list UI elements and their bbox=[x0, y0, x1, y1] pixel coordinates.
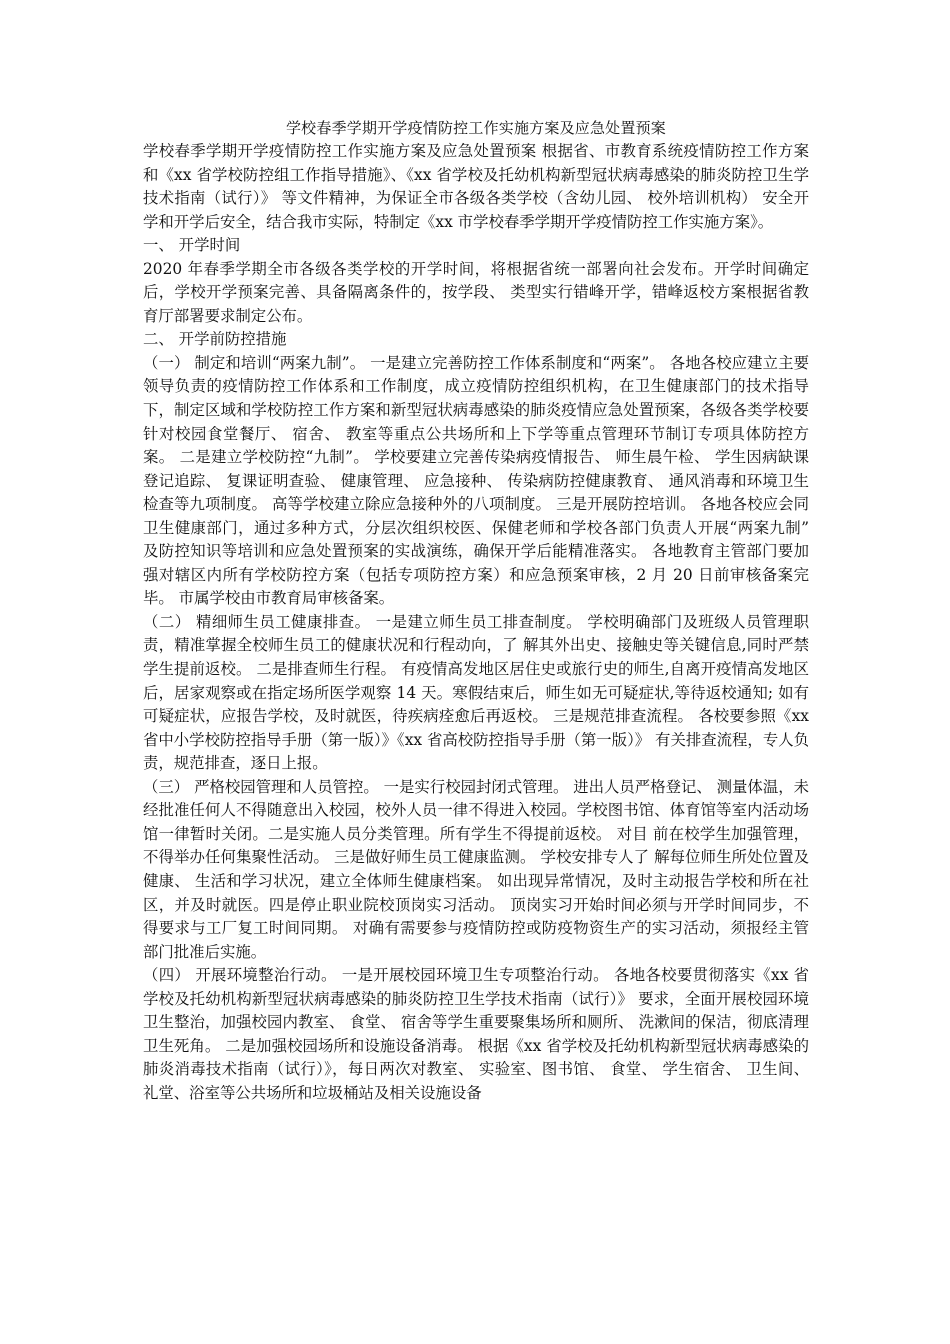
measure-1-paragraph: （一） 制定和培训“两案九制”。 一是建立完善防控工作体系制度和“两案”。 各地各校应建立主要领导负责的疫情防控工作体系和工作制度，成立疫情防控组织机构，在卫生健康部门的技术指导下，制定区域和学校防控工作方案和新型冠状病毒感染的肺炎疫情应急处置预案，各级各类学校要针对校园食堂餐厅、 宿舍、 教室等重点公共场所和上下学等重点管理环节制订专项具体防控方案。 二是建立学校防控“九制”。 学校要建立完善传染病疫情报告、 师生晨午检、 学生因病缺课登记追踪、 复课证明查验、 健康管理、 应急接种、 传染病防控健康教育、 通风消毒和环境卫生检查等九项制度。 高等学校建立除应急接种外的八项制度。 三是开展防控培训。 各地各校应会同卫生健康部门，通过多种方式，分层次组织校医、保健老师和学校各部门负责人开展“两案九制” 及防控知识等培训和应急处置预案的实战演练，确保开学后能精准落实。 各地教育主管部门要加强对辖区内所有学校防控方案（包括专项防控方案）和应急预案审核，2 月 20 日前审核备案完毕。 市属学校由市教育局审核备案。 bbox=[143, 353, 809, 608]
measure-2-paragraph: （二） 精细师生员工健康排查。 一是建立师生员工排查制度。 学校明确部门及班级人员管理职责，精准掌握全校师生员工的健康状况和行程动向，了 解其外出史、接触史等关键信息,同时严禁学生提前返校。 二是排查师生行程。 有疫情高发地区居住史或旅行史的师生,自离开疫情高发地区后，居家观察或在指定场所医学观察 14 天。寒假结束后，师生如无可疑症状,等待返校通知; 如有可疑症状，应报告学校，及时就医，待疾病痊愈后再返校。 三是规范排查流程。 各校要参照《xx 省中小学校防控指导手册（第一版）》《xx 省高校防控指导手册（第一版）》 有关排查流程，专人负责，规范排查，逐日上报。 bbox=[143, 612, 809, 773]
document-page bbox=[143, 116, 809, 1105]
section-heading-pre-opening-measures: 二、 开学前防控措施 bbox=[143, 330, 287, 349]
section-heading-opening-time: 一、 开学时间 bbox=[143, 236, 241, 255]
measure-3-paragraph: （三） 严格校园管理和人员管控。 一是实行校园封闭式管理。 进出人员严格登记、 测量体温，未经批准任何人不得随意出入校园，校外人员一律不得进入校园。学校图书馆、体育馆等室内活动场馆一律暂时关闭。二是实施人员分类管理。所有学生不得提前返校。 对目 前在校学生加强管理，不得举办任何集聚性活动。 三是做好师生员工健康监测。 学校安排专人了 解每位师生所处位置及健康、 生活和学习状况，建立全体师生健康档案。 如出现异常情况，及时主动报告学校和所在社区，并及时就医。四是停止职业院校顶岗实习活动。 顶岗实习开始时间必须与开学时间同步，不得要求与工厂复工时间同期。 对确有需要参与疫情防控或防疫物资生产的实习活动，须报经主管部门批准后实施。 bbox=[143, 777, 809, 961]
opening-time-paragraph: 2020 年春季学期全市各级各类学校的开学时间，将根据省统一部署向社会发布。开学时间确定后，学校开学预案完善、具备隔离条件的，按学段、 类型实行错峰开学，错峰返校方案根据省教育厅部署要求制定公布。 bbox=[143, 259, 809, 325]
document-title: 学校春季学期开学疫情防控工作实施方案及应急处置预案 bbox=[285, 119, 666, 137]
measure-4-paragraph: （四） 开展环境整治行动。 一是开展校园环境卫生专项整治行动。 各地各校要贯彻落实《xx 省学校及托幼机构新型冠状病毒感染的肺炎防控卫生学技术指南（试行）》 要求，全面开展校园环境卫生整治，加强校园内教室、 食堂、 宿舍等学生重要聚集场所和厕所、 洗漱间的保洁，彻底清理卫生死角。 二是加强校园场所和设施设备消毒。 根据《xx 省学校及托幼机构新型冠状病毒感染的肺炎消毒技术指南（试行）》，每日两次对教室、 实验室、图书馆、 食堂、 学生宿舍、 卫生间、 礼堂、浴室等公共场所和垃圾桶站及相关设施设备 bbox=[143, 966, 809, 1102]
intro-paragraph: 学校春季学期开学疫情防控工作实施方案及应急处置预案 根据省、市教育系统疫情防控工作方案和《xx 省学校防控组工作指导措施》、《xx 省学校及托幼机构新型冠状病毒感染的肺炎防控卫生学技术指南（试行）》 等文件精神，为保证全市各级各类学校（含幼儿园、 校外培训机构） 安全开学和开学后安全，结合我市实际，特制定《xx 市学校春季学期开学疫情防控工作实施方案》。 bbox=[143, 142, 809, 231]
